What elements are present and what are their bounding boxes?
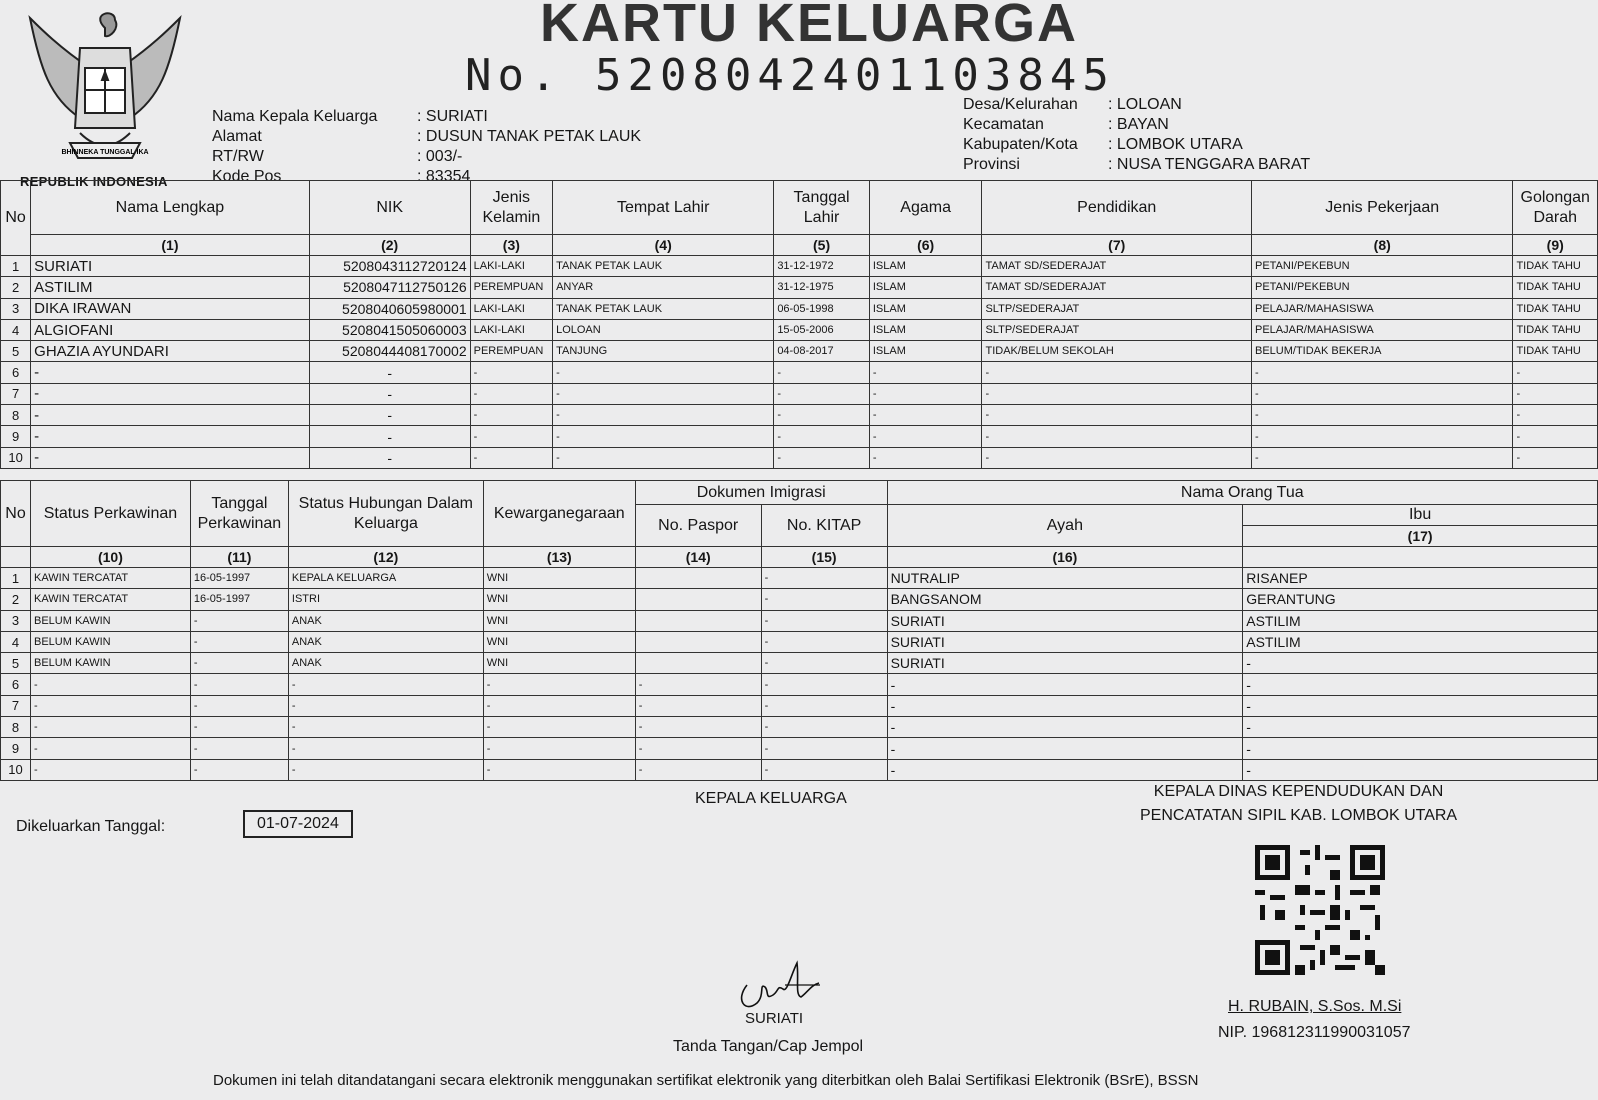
document-title: KARTU KELUARGA bbox=[540, 0, 1078, 53]
field-value: : BAYAN bbox=[1108, 116, 1169, 133]
cell-tempat-lahir: TANAK PETAK LAUK bbox=[553, 256, 774, 277]
official-name: H. RUBAIN, S.Sos. M.Si bbox=[1228, 998, 1402, 1015]
cell-nik: - bbox=[309, 426, 470, 447]
cell-tempat-lahir: - bbox=[553, 362, 774, 383]
cell-pekerjaan: PETANI/PEKEBUN bbox=[1251, 277, 1512, 298]
cell-status-hubungan: - bbox=[288, 674, 483, 695]
field-alamat bbox=[212, 127, 641, 147]
cell-no: 4 bbox=[1, 319, 31, 340]
column-number: (1) bbox=[31, 235, 310, 256]
cell-ibu: - bbox=[1243, 717, 1598, 738]
cell-no: 10 bbox=[1, 759, 31, 780]
cell-tanggal-perkawinan: - bbox=[190, 738, 288, 759]
table-row bbox=[1, 738, 1598, 759]
issued-date-label: Dikeluarkan Tanggal: bbox=[16, 818, 166, 835]
header-ayah: Ayah bbox=[887, 505, 1243, 547]
table-row bbox=[1, 674, 1598, 695]
signer-name: SURIATI bbox=[745, 1010, 804, 1027]
header-jenis-pekerjaan: Jenis Pekerjaan bbox=[1251, 181, 1512, 235]
field-value: : SURIATI bbox=[417, 108, 488, 125]
cell-nik: 5208043112720124 bbox=[309, 256, 470, 277]
cell-kewarganegaraan: - bbox=[483, 674, 635, 695]
column-number: (12) bbox=[288, 547, 483, 568]
cell-golongan-darah: TIDAK TAHU bbox=[1513, 277, 1598, 298]
official-title bbox=[1140, 780, 1457, 828]
cell-status-hubungan: - bbox=[288, 759, 483, 780]
cell-ayah: - bbox=[887, 717, 1243, 738]
header-dokumen-imigrasi: Dokumen Imigrasi bbox=[635, 481, 887, 505]
kk-number: No. 5208042401103845 bbox=[465, 50, 1115, 101]
cell-no-paspor: - bbox=[635, 759, 761, 780]
official-nip: NIP. 196812311990031057 bbox=[1218, 1024, 1411, 1041]
signature-image bbox=[735, 955, 825, 1015]
header-tanggal-perkawinan: Tanggal Perkawinan bbox=[190, 481, 288, 547]
cell-no-paspor bbox=[635, 589, 761, 610]
field-desa bbox=[963, 95, 1310, 115]
cell-no-kitap: - bbox=[761, 717, 887, 738]
table-row bbox=[1, 383, 1598, 404]
cell-pendidikan: TAMAT SD/SEDERAJAT bbox=[982, 256, 1252, 277]
cell-jenis-kelamin: - bbox=[470, 405, 552, 426]
cell-kewarganegaraan: - bbox=[483, 738, 635, 759]
cell-nama: - bbox=[31, 447, 310, 468]
cell-golongan-darah: TIDAK TAHU bbox=[1513, 319, 1598, 340]
field-label: Kecamatan bbox=[963, 116, 1044, 133]
cell-kewarganegaraan: WNI bbox=[483, 610, 635, 631]
cell-golongan-darah: - bbox=[1513, 405, 1598, 426]
cell-kewarganegaraan: - bbox=[483, 759, 635, 780]
cell-status-perkawinan: KAWIN TERCATAT bbox=[30, 568, 190, 589]
cell-pekerjaan: PETANI/PEKEBUN bbox=[1251, 256, 1512, 277]
cell-pekerjaan: - bbox=[1251, 405, 1512, 426]
cell-golongan-darah: - bbox=[1513, 362, 1598, 383]
cell-tanggal-lahir: 31-12-1975 bbox=[774, 277, 870, 298]
family-members-table bbox=[0, 180, 1598, 469]
cell-nik: 5208044408170002 bbox=[309, 341, 470, 362]
column-number: (13) bbox=[483, 547, 635, 568]
cell-jenis-kelamin: - bbox=[470, 362, 552, 383]
column-number: (16) bbox=[887, 547, 1243, 568]
cell-pendidikan: TIDAK/BELUM SEKOLAH bbox=[982, 341, 1252, 362]
cell-ayah: NUTRALIP bbox=[887, 568, 1243, 589]
column-number: (9) bbox=[1513, 235, 1598, 256]
cell-tanggal-lahir: 06-05-1998 bbox=[774, 298, 870, 319]
cell-nik: 5208041505060003 bbox=[309, 319, 470, 340]
table-row bbox=[1, 447, 1598, 468]
cell-tempat-lahir: ANYAR bbox=[553, 277, 774, 298]
household-info-right bbox=[963, 95, 1310, 175]
cell-tempat-lahir: - bbox=[553, 405, 774, 426]
cell-agama: - bbox=[869, 362, 982, 383]
garuda-emblem-icon bbox=[20, 8, 190, 176]
cell-status-hubungan: - bbox=[288, 717, 483, 738]
cell-pekerjaan: - bbox=[1251, 362, 1512, 383]
cell-nik: - bbox=[309, 383, 470, 404]
cell-tanggal-perkawinan: - bbox=[190, 759, 288, 780]
table-row bbox=[1, 256, 1598, 277]
cell-tanggal-lahir: 31-12-1972 bbox=[774, 256, 870, 277]
cell-nik: 5208047112750126 bbox=[309, 277, 470, 298]
cell-status-hubungan: ISTRI bbox=[288, 589, 483, 610]
cell-nama: - bbox=[31, 362, 310, 383]
field-label: Nama Kepala Keluarga bbox=[212, 108, 378, 125]
emblem-ribbon-text: BHINNEKA TUNGGAL IKA bbox=[61, 149, 149, 156]
field-provinsi bbox=[963, 155, 1310, 175]
cell-kewarganegaraan: WNI bbox=[483, 589, 635, 610]
field-value: : 83354 bbox=[417, 168, 471, 185]
cell-no: 1 bbox=[1, 568, 31, 589]
column-number: (7) bbox=[982, 235, 1252, 256]
cell-no: 7 bbox=[1, 695, 31, 716]
cell-tempat-lahir: TANJUNG bbox=[553, 341, 774, 362]
cell-no-kitap: - bbox=[761, 610, 887, 631]
cell-pekerjaan: PELAJAR/MAHASISWA bbox=[1251, 298, 1512, 319]
signature-caption: Tanda Tangan/Cap Jempol bbox=[673, 1038, 864, 1055]
cell-agama: - bbox=[869, 383, 982, 404]
cell-tempat-lahir: - bbox=[553, 383, 774, 404]
column-number: (8) bbox=[1251, 235, 1512, 256]
table-row bbox=[1, 695, 1598, 716]
cell-no-paspor bbox=[635, 610, 761, 631]
cell-tanggal-perkawinan: - bbox=[190, 610, 288, 631]
cell-nama: DIKA IRAWAN bbox=[31, 298, 310, 319]
cell-no: 5 bbox=[1, 341, 31, 362]
cell-jenis-kelamin: - bbox=[470, 383, 552, 404]
cell-no: 6 bbox=[1, 362, 31, 383]
cell-tanggal-lahir: 15-05-2006 bbox=[774, 319, 870, 340]
cell-no-paspor bbox=[635, 653, 761, 674]
cell-status-perkawinan: KAWIN TERCATAT bbox=[30, 589, 190, 610]
cell-status-hubungan: ANAK bbox=[288, 631, 483, 652]
cell-golongan-darah: TIDAK TAHU bbox=[1513, 298, 1598, 319]
cell-pendidikan: SLTP/SEDERAJAT bbox=[982, 298, 1252, 319]
cell-no: 10 bbox=[1, 447, 31, 468]
cell-ibu: RISANEP bbox=[1243, 568, 1598, 589]
cell-agama: - bbox=[869, 447, 982, 468]
cell-status-hubungan: KEPALA KELUARGA bbox=[288, 568, 483, 589]
cell-ayah: SURIATI bbox=[887, 631, 1243, 652]
cell-tanggal-perkawinan: 16-05-1997 bbox=[190, 568, 288, 589]
cell-ayah: - bbox=[887, 738, 1243, 759]
cell-tempat-lahir: - bbox=[553, 447, 774, 468]
cell-no-kitap: - bbox=[761, 568, 887, 589]
field-value: : NUSA TENGGARA BARAT bbox=[1108, 156, 1311, 173]
cell-golongan-darah: - bbox=[1513, 426, 1598, 447]
cell-nama: ALGIOFANI bbox=[31, 319, 310, 340]
cell-tanggal-lahir: - bbox=[774, 383, 870, 404]
official-title-line: PENCATATAN SIPIL KAB. LOMBOK UTARA bbox=[1140, 807, 1458, 824]
cell-ayah: - bbox=[887, 695, 1243, 716]
cell-no-paspor: - bbox=[635, 695, 761, 716]
table-row bbox=[1, 631, 1598, 652]
column-number: (3) bbox=[470, 235, 552, 256]
cell-pendidikan: TAMAT SD/SEDERAJAT bbox=[982, 277, 1252, 298]
cell-agama: ISLAM bbox=[869, 341, 982, 362]
column-number: (4) bbox=[553, 235, 774, 256]
cell-jenis-kelamin: LAKI-LAKI bbox=[470, 256, 552, 277]
official-title-line: KEPALA DINAS KEPENDUDUKAN DAN bbox=[1153, 783, 1444, 800]
cell-pekerjaan: - bbox=[1251, 447, 1512, 468]
cell-kewarganegaraan: WNI bbox=[483, 653, 635, 674]
cell-status-perkawinan: - bbox=[30, 717, 190, 738]
column-number-blank bbox=[1243, 547, 1598, 568]
cell-no-kitap: - bbox=[761, 759, 887, 780]
cell-tanggal-lahir: - bbox=[774, 447, 870, 468]
cell-nama: SURIATI bbox=[31, 256, 310, 277]
cell-no: 3 bbox=[1, 610, 31, 631]
cell-status-hubungan: ANAK bbox=[288, 610, 483, 631]
cell-no: 8 bbox=[1, 405, 31, 426]
column-number: (15) bbox=[761, 547, 887, 568]
table-row bbox=[1, 277, 1598, 298]
header-tempat-lahir: Tempat Lahir bbox=[553, 181, 774, 235]
header-ibu: Ibu bbox=[1243, 505, 1598, 526]
table-row bbox=[1, 759, 1598, 780]
field-label: Kode Pos bbox=[212, 168, 282, 185]
table-row bbox=[1, 298, 1598, 319]
cell-agama: ISLAM bbox=[869, 277, 982, 298]
cell-no-paspor bbox=[635, 631, 761, 652]
cell-no: 3 bbox=[1, 298, 31, 319]
cell-status-perkawinan: BELUM KAWIN bbox=[30, 631, 190, 652]
cell-status-perkawinan: - bbox=[30, 759, 190, 780]
cell-nama: - bbox=[31, 405, 310, 426]
header-no: No bbox=[1, 181, 31, 256]
cell-no-paspor: - bbox=[635, 717, 761, 738]
cell-nama: - bbox=[31, 383, 310, 404]
cell-ibu: ASTILIM bbox=[1243, 610, 1598, 631]
field-label: Kabupaten/Kota bbox=[963, 136, 1078, 153]
column-number: (11) bbox=[190, 547, 288, 568]
cell-nik: - bbox=[309, 405, 470, 426]
table-row bbox=[1, 405, 1598, 426]
cell-tanggal-lahir: - bbox=[774, 405, 870, 426]
field-value: : LOMBOK UTARA bbox=[1108, 136, 1243, 153]
cell-nik: 5208040605980001 bbox=[309, 298, 470, 319]
field-value: : DUSUN TANAK PETAK LAUK bbox=[417, 128, 642, 145]
cell-no-paspor: - bbox=[635, 674, 761, 695]
header-golongan-darah: Golongan Darah bbox=[1513, 181, 1598, 235]
family-status-table bbox=[0, 480, 1598, 781]
column-number: (6) bbox=[869, 235, 982, 256]
cell-status-hubungan: - bbox=[288, 695, 483, 716]
cell-ibu: ASTILIM bbox=[1243, 631, 1598, 652]
cell-no: 5 bbox=[1, 653, 31, 674]
cell-nama: - bbox=[31, 426, 310, 447]
cell-jenis-kelamin: PEREMPUAN bbox=[470, 277, 552, 298]
cell-tanggal-perkawinan: - bbox=[190, 674, 288, 695]
cell-tanggal-perkawinan: - bbox=[190, 653, 288, 674]
header-nik: NIK bbox=[309, 181, 470, 235]
cell-status-hubungan: ANAK bbox=[288, 653, 483, 674]
table-row bbox=[1, 568, 1598, 589]
cell-ayah: SURIATI bbox=[887, 610, 1243, 631]
cell-no-paspor bbox=[635, 568, 761, 589]
cell-status-perkawinan: - bbox=[30, 738, 190, 759]
cell-no: 2 bbox=[1, 589, 31, 610]
cell-status-perkawinan: BELUM KAWIN bbox=[30, 653, 190, 674]
cell-no-kitap: - bbox=[761, 631, 887, 652]
cell-no-paspor: - bbox=[635, 738, 761, 759]
cell-no: 8 bbox=[1, 717, 31, 738]
cell-pekerjaan: - bbox=[1251, 383, 1512, 404]
cell-ibu: - bbox=[1243, 738, 1598, 759]
cell-no: 9 bbox=[1, 738, 31, 759]
cell-no: 1 bbox=[1, 256, 31, 277]
emblem-caption: REPUBLIK INDONESIA bbox=[20, 174, 168, 189]
head-of-family-label: KEPALA KELUARGA bbox=[695, 790, 847, 807]
header-nama-lengkap: Nama Lengkap bbox=[31, 181, 310, 235]
field-value: : LOLOAN bbox=[1108, 96, 1182, 113]
cell-no: 9 bbox=[1, 426, 31, 447]
cell-status-hubungan: - bbox=[288, 738, 483, 759]
cell-kewarganegaraan: - bbox=[483, 695, 635, 716]
cell-ayah: SURIATI bbox=[887, 653, 1243, 674]
table-row bbox=[1, 717, 1598, 738]
header-status-perkawinan: Status Perkawinan bbox=[30, 481, 190, 547]
cell-kewarganegaraan: WNI bbox=[483, 631, 635, 652]
header-kewarganegaraan: Kewarganegaraan bbox=[483, 481, 635, 547]
table-row bbox=[1, 426, 1598, 447]
cell-jenis-kelamin: - bbox=[470, 447, 552, 468]
cell-tanggal-lahir: - bbox=[774, 426, 870, 447]
cell-tempat-lahir: LOLOAN bbox=[553, 319, 774, 340]
cell-nama: GHAZIA AYUNDARI bbox=[31, 341, 310, 362]
cell-tanggal-lahir: - bbox=[774, 362, 870, 383]
header-status-hubungan: Status Hubungan Dalam Keluarga bbox=[288, 481, 483, 547]
cell-tanggal-lahir: 04-08-2017 bbox=[774, 341, 870, 362]
cell-ibu: - bbox=[1243, 674, 1598, 695]
cell-ibu: - bbox=[1243, 759, 1598, 780]
header-nama-orang-tua: Nama Orang Tua bbox=[887, 481, 1597, 505]
column-number: (14) bbox=[635, 547, 761, 568]
header-jenis-kelamin: Jenis Kelamin bbox=[470, 181, 552, 235]
column-number: (17) bbox=[1243, 526, 1598, 547]
cell-ayah: BANGSANOM bbox=[887, 589, 1243, 610]
column-number-blank bbox=[1, 547, 31, 568]
cell-pekerjaan: BELUM/TIDAK BEKERJA bbox=[1251, 341, 1512, 362]
electronic-signature-note: Dokumen ini telah ditandatangani secara elektronik menggunakan sertifikat elektronik yang diterbitkan oleh Balai Sertifikasi Elektronik (BSrE), BSSN bbox=[213, 1072, 1199, 1089]
cell-no-kitap: - bbox=[761, 653, 887, 674]
cell-nik: - bbox=[309, 362, 470, 383]
cell-tempat-lahir: - bbox=[553, 426, 774, 447]
field-kepala-keluarga bbox=[212, 107, 641, 127]
cell-pendidikan: - bbox=[982, 426, 1252, 447]
cell-pendidikan: SLTP/SEDERAJAT bbox=[982, 319, 1252, 340]
cell-jenis-kelamin: - bbox=[470, 426, 552, 447]
table-row bbox=[1, 653, 1598, 674]
cell-jenis-kelamin: LAKI-LAKI bbox=[470, 319, 552, 340]
table-row bbox=[1, 362, 1598, 383]
cell-tanggal-perkawinan: - bbox=[190, 631, 288, 652]
household-info-left bbox=[212, 107, 641, 187]
cell-tanggal-perkawinan: - bbox=[190, 695, 288, 716]
cell-golongan-darah: - bbox=[1513, 447, 1598, 468]
column-number: (2) bbox=[309, 235, 470, 256]
column-number: (10) bbox=[30, 547, 190, 568]
cell-kewarganegaraan: WNI bbox=[483, 568, 635, 589]
cell-agama: - bbox=[869, 426, 982, 447]
cell-agama: ISLAM bbox=[869, 298, 982, 319]
field-label: RT/RW bbox=[212, 148, 264, 165]
cell-no-kitap: - bbox=[761, 738, 887, 759]
cell-agama: - bbox=[869, 405, 982, 426]
cell-pekerjaan: PELAJAR/MAHASISWA bbox=[1251, 319, 1512, 340]
cell-no: 2 bbox=[1, 277, 31, 298]
cell-status-perkawinan: - bbox=[30, 695, 190, 716]
cell-ibu: GERANTUNG bbox=[1243, 589, 1598, 610]
header-agama: Agama bbox=[869, 181, 982, 235]
cell-ayah: - bbox=[887, 674, 1243, 695]
table-row bbox=[1, 319, 1598, 340]
cell-tanggal-perkawinan: - bbox=[190, 717, 288, 738]
issued-date-value: 01-07-2024 bbox=[243, 810, 353, 838]
cell-no: 4 bbox=[1, 631, 31, 652]
cell-tanggal-perkawinan: 16-05-1997 bbox=[190, 589, 288, 610]
table-row bbox=[1, 589, 1598, 610]
cell-pendidikan: - bbox=[982, 447, 1252, 468]
cell-status-perkawinan: BELUM KAWIN bbox=[30, 610, 190, 631]
field-value: : 003/- bbox=[417, 148, 463, 165]
field-label: Provinsi bbox=[963, 156, 1020, 173]
cell-no: 7 bbox=[1, 383, 31, 404]
table-row bbox=[1, 341, 1598, 362]
cell-golongan-darah: - bbox=[1513, 383, 1598, 404]
cell-tempat-lahir: TANAK PETAK LAUK bbox=[553, 298, 774, 319]
cell-pendidikan: - bbox=[982, 383, 1252, 404]
cell-agama: ISLAM bbox=[869, 256, 982, 277]
field-kecamatan bbox=[963, 115, 1310, 135]
header-no-paspor: No. Paspor bbox=[635, 505, 761, 547]
cell-jenis-kelamin: PEREMPUAN bbox=[470, 341, 552, 362]
field-rt-rw bbox=[212, 147, 641, 167]
cell-pendidikan: - bbox=[982, 362, 1252, 383]
cell-agama: ISLAM bbox=[869, 319, 982, 340]
cell-ibu: - bbox=[1243, 653, 1598, 674]
cell-no-kitap: - bbox=[761, 695, 887, 716]
cell-pendidikan: - bbox=[982, 405, 1252, 426]
cell-status-perkawinan: - bbox=[30, 674, 190, 695]
cell-golongan-darah: TIDAK TAHU bbox=[1513, 341, 1598, 362]
cell-nama: ASTILIM bbox=[31, 277, 310, 298]
qr-code-icon bbox=[1255, 845, 1385, 975]
cell-ibu: - bbox=[1243, 695, 1598, 716]
field-kabupaten bbox=[963, 135, 1310, 155]
cell-no-kitap: - bbox=[761, 589, 887, 610]
header-no-kitap: No. KITAP bbox=[761, 505, 887, 547]
cell-jenis-kelamin: LAKI-LAKI bbox=[470, 298, 552, 319]
cell-pekerjaan: - bbox=[1251, 426, 1512, 447]
column-number: (5) bbox=[774, 235, 870, 256]
cell-nik: - bbox=[309, 447, 470, 468]
cell-kewarganegaraan: - bbox=[483, 717, 635, 738]
header-pendidikan: Pendidikan bbox=[982, 181, 1252, 235]
cell-no-kitap: - bbox=[761, 674, 887, 695]
header-tanggal-lahir: Tanggal Lahir bbox=[774, 181, 870, 235]
cell-golongan-darah: TIDAK TAHU bbox=[1513, 256, 1598, 277]
field-label: Desa/Kelurahan bbox=[963, 96, 1078, 113]
table-row bbox=[1, 610, 1598, 631]
header-no: No bbox=[1, 481, 31, 547]
cell-ayah: - bbox=[887, 759, 1243, 780]
cell-no: 6 bbox=[1, 674, 31, 695]
field-label: Alamat bbox=[212, 128, 262, 145]
